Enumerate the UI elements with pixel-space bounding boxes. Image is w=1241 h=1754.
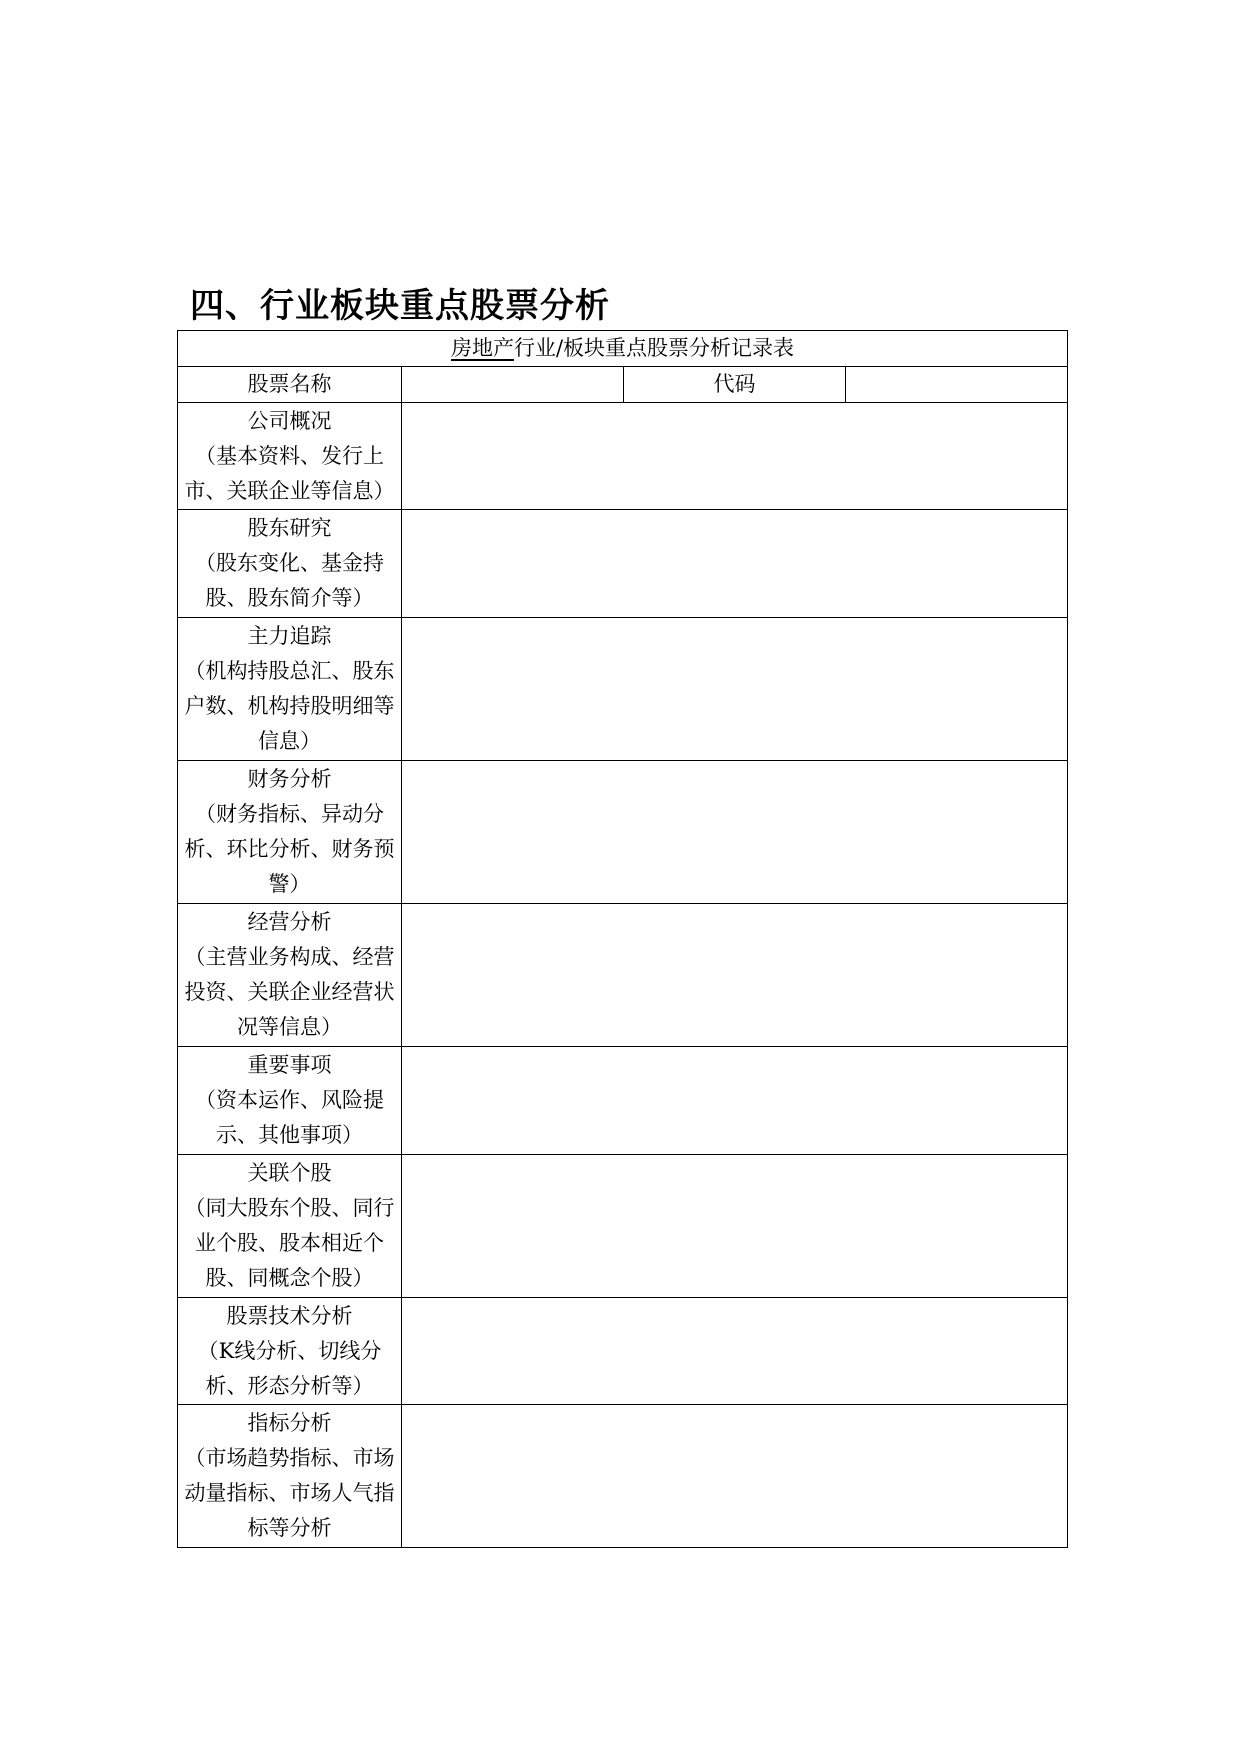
code-field[interactable]: [846, 367, 1068, 403]
table-title-text: 行业/板块重点股票分析记录表: [513, 336, 795, 360]
row-title: 经营分析: [247, 910, 332, 934]
stock-analysis-record-table: [177, 330, 1068, 1548]
row-label-major-events: [178, 1047, 402, 1155]
table-title: [178, 331, 1068, 367]
main-force-tracking-field[interactable]: [402, 618, 1068, 761]
table-row: [178, 618, 1068, 761]
table-row: [178, 761, 1068, 904]
row-label-operation-analysis: [178, 904, 402, 1047]
row-label-main-force-tracking: [178, 618, 402, 761]
major-events-field[interactable]: [402, 1047, 1068, 1155]
indicator-analysis-field[interactable]: [402, 1405, 1068, 1548]
row-description: （市场趋势指标、市场动量指标、市场人气指标等分析: [184, 1446, 395, 1540]
stock-header-row: [178, 367, 1068, 403]
row-description: （主营业务构成、经营投资、关联企业经营状况等信息）: [184, 945, 395, 1039]
row-description: （K线分析、切线分析、形态分析等）: [197, 1338, 382, 1398]
row-description: （同大股东个股、同行业个股、股本相近个股、同概念个股）: [184, 1196, 395, 1290]
row-label-indicator-analysis: [178, 1405, 402, 1548]
row-label-financial-analysis: [178, 761, 402, 904]
table-row: [178, 904, 1068, 1047]
row-label-related-stocks: [178, 1155, 402, 1298]
industry-name: 房地产: [450, 336, 514, 360]
row-label-technical-analysis: [178, 1298, 402, 1405]
financial-analysis-field[interactable]: [402, 761, 1068, 904]
technical-analysis-field[interactable]: [402, 1298, 1068, 1405]
row-title: 关联个股: [247, 1161, 332, 1185]
code-label: 代码: [624, 367, 846, 403]
related-stocks-field[interactable]: [402, 1155, 1068, 1298]
row-title: 主力追踪: [247, 624, 332, 648]
table-row: [178, 510, 1068, 618]
stock-name-field[interactable]: [402, 367, 624, 403]
section-heading: 四、行业板块重点股票分析: [190, 286, 610, 326]
row-description: （基本资料、发行上市、关联企业等信息）: [184, 443, 395, 503]
shareholder-research-field[interactable]: [402, 510, 1068, 618]
row-label-shareholder-research: [178, 510, 402, 618]
operation-analysis-field[interactable]: [402, 904, 1068, 1047]
row-label-company-overview: [178, 403, 402, 510]
row-description: （财务指标、异动分析、环比分析、财务预警）: [184, 802, 395, 896]
row-title: 股东研究: [247, 516, 332, 540]
stock-name-label: 股票名称: [178, 367, 402, 403]
row-description: （资本运作、风险提示、其他事项）: [195, 1088, 384, 1147]
table-row: [178, 1298, 1068, 1405]
row-description: （机构持股总汇、股东户数、机构持股明细等信息）: [184, 659, 395, 753]
row-title: 股票技术分析: [226, 1303, 353, 1328]
row-title: 重要事项: [247, 1053, 332, 1077]
row-title: 指标分析: [247, 1411, 332, 1435]
table-row: [178, 403, 1068, 510]
table-row: [178, 1047, 1068, 1155]
table-row: [178, 1405, 1068, 1548]
table-title-row: [178, 331, 1068, 367]
company-overview-field[interactable]: [402, 403, 1068, 510]
table-row: [178, 1155, 1068, 1298]
row-description: （股东变化、基金持股、股东简介等）: [195, 551, 384, 610]
row-title: 财务分析: [247, 767, 332, 791]
row-title: 公司概况: [247, 408, 332, 433]
